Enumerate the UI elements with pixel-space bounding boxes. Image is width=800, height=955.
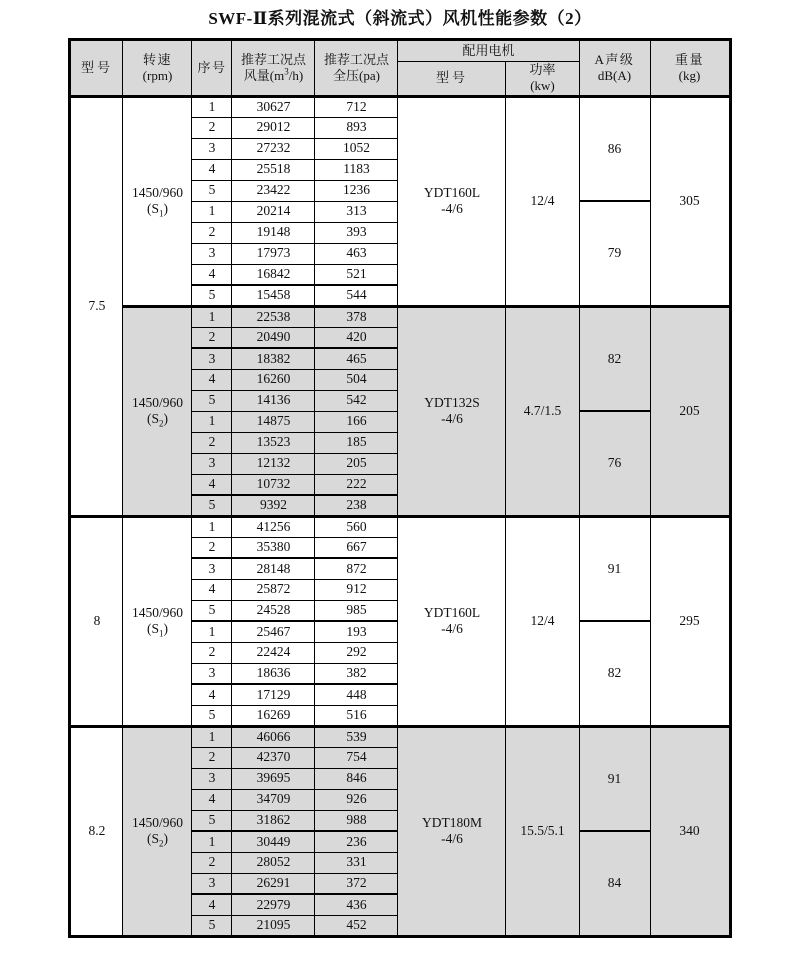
header-row-top <box>70 40 730 62</box>
pressure-cell: 912 <box>315 579 398 600</box>
flow-cell: 16269 <box>232 705 315 726</box>
header-flow-unit-pre: 风量(m <box>243 67 285 83</box>
flow-cell: 12132 <box>232 453 315 474</box>
flow-cell: 26291 <box>232 873 315 894</box>
seq-cell: 1 <box>192 201 232 222</box>
speed-variant-pre: (S <box>146 831 159 846</box>
weight-cell: 205 <box>650 306 730 516</box>
flow-cell: 21095 <box>232 915 315 936</box>
pressure-cell: 542 <box>315 390 398 411</box>
seq-cell: 4 <box>192 264 232 285</box>
noise-cell: 84 <box>579 831 650 936</box>
flow-cell: 17973 <box>232 243 315 264</box>
seq-cell: 3 <box>192 243 232 264</box>
seq-cell: 5 <box>192 810 232 831</box>
motor-model-cell <box>398 726 506 936</box>
noise-cell: 91 <box>579 726 650 831</box>
flow-cell: 30627 <box>232 96 315 117</box>
seq-cell: 1 <box>192 726 232 747</box>
flow-cell: 22424 <box>232 642 315 663</box>
weight-cell: 340 <box>650 726 730 936</box>
header-pressure-line1: 推荐工况点 <box>323 51 389 67</box>
flow-cell: 28148 <box>232 558 315 579</box>
pressure-cell: 448 <box>315 684 398 705</box>
speed-value: 1450/960 <box>131 604 183 620</box>
header-noise-line2: dB(A) <box>597 67 632 83</box>
flow-cell: 25872 <box>232 579 315 600</box>
pressure-cell: 516 <box>315 705 398 726</box>
header-motor-group: 配用电机 <box>398 40 579 62</box>
header-weight <box>650 40 730 97</box>
noise-cell: 82 <box>579 621 650 726</box>
flow-cell: 14875 <box>232 411 315 432</box>
header-noise <box>579 40 650 97</box>
seq-cell: 4 <box>192 579 232 600</box>
flow-cell: 17129 <box>232 684 315 705</box>
flow-cell: 25467 <box>232 621 315 642</box>
speed-variant-sub: 2 <box>158 418 164 429</box>
header-seq: 序号 <box>192 40 232 97</box>
motor-model-line1: YDT160L <box>423 184 481 200</box>
pressure-cell: 1236 <box>315 180 398 201</box>
weight-cell: 305 <box>650 96 730 306</box>
pressure-cell: 504 <box>315 369 398 390</box>
speed-value: 1450/960 <box>131 814 183 830</box>
flow-cell: 23422 <box>232 180 315 201</box>
seq-cell: 3 <box>192 873 232 894</box>
speed-variant-sub: 1 <box>158 208 164 219</box>
pressure-cell: 331 <box>315 852 398 873</box>
speed-cell <box>123 306 192 516</box>
pressure-cell: 712 <box>315 96 398 117</box>
pressure-cell: 222 <box>315 474 398 495</box>
header-noise-line1: A声级 <box>594 51 635 67</box>
seq-cell: 4 <box>192 789 232 810</box>
motor-model-line2: -4/6 <box>441 201 463 216</box>
motor-model-line1: YDT180M <box>421 814 482 830</box>
flow-cell: 16260 <box>232 369 315 390</box>
motor-model-line1: YDT132S <box>424 394 480 410</box>
flow-cell: 30449 <box>232 831 315 852</box>
flow-cell: 18382 <box>232 348 315 369</box>
header-weight-line1: 重量 <box>674 51 704 67</box>
motor-model-line2: -4/6 <box>441 621 463 636</box>
fan-performance-table <box>68 38 731 938</box>
seq-cell: 1 <box>192 831 232 852</box>
motor-model-cell <box>398 306 506 516</box>
flow-cell: 16842 <box>232 264 315 285</box>
seq-cell: 1 <box>192 96 232 117</box>
pressure-cell: 893 <box>315 117 398 138</box>
pressure-cell: 463 <box>315 243 398 264</box>
seq-cell: 5 <box>192 495 232 516</box>
table-row <box>70 96 730 117</box>
noise-cell: 91 <box>579 516 650 621</box>
speed-variant-pre: (S <box>146 201 159 216</box>
flow-cell: 46066 <box>232 726 315 747</box>
noise-cell: 86 <box>579 96 650 201</box>
speed-cell <box>123 516 192 726</box>
seq-cell: 4 <box>192 894 232 915</box>
flow-cell: 20214 <box>232 201 315 222</box>
pressure-cell: 193 <box>315 621 398 642</box>
pressure-cell: 378 <box>315 306 398 327</box>
seq-cell: 4 <box>192 159 232 180</box>
pressure-cell: 1052 <box>315 138 398 159</box>
flow-cell: 13523 <box>232 432 315 453</box>
pressure-cell: 985 <box>315 600 398 621</box>
header-flow-unit-post: /h) <box>288 67 304 83</box>
pressure-cell: 452 <box>315 915 398 936</box>
flow-cell: 41256 <box>232 516 315 537</box>
flow-cell: 24528 <box>232 600 315 621</box>
pressure-cell: 166 <box>315 411 398 432</box>
flow-cell: 42370 <box>232 747 315 768</box>
weight-cell: 295 <box>650 516 730 726</box>
seq-cell: 5 <box>192 390 232 411</box>
flow-cell: 22538 <box>232 306 315 327</box>
header-motor-model: 型号 <box>398 62 506 97</box>
header-flow <box>232 40 315 97</box>
speed-variant <box>146 831 168 849</box>
seq-cell: 3 <box>192 348 232 369</box>
header-speed-line2: (rpm) <box>142 67 173 83</box>
flow-cell: 31862 <box>232 810 315 831</box>
pressure-cell: 393 <box>315 222 398 243</box>
flow-cell: 22979 <box>232 894 315 915</box>
pressure-cell: 436 <box>315 894 398 915</box>
speed-variant-post: ) <box>163 201 168 216</box>
flow-cell: 39695 <box>232 768 315 789</box>
seq-cell: 5 <box>192 600 232 621</box>
motor-model-cell <box>398 96 506 306</box>
table-row <box>70 306 730 327</box>
header-flow-unit-sup: 3 <box>284 66 289 77</box>
flow-cell: 10732 <box>232 474 315 495</box>
pressure-cell: 1183 <box>315 159 398 180</box>
pressure-cell: 846 <box>315 768 398 789</box>
motor-model-cell <box>398 516 506 726</box>
seq-cell: 1 <box>192 621 232 642</box>
model-cell: 8.2 <box>70 726 123 936</box>
seq-cell: 5 <box>192 705 232 726</box>
seq-cell: 5 <box>192 285 232 306</box>
pressure-cell: 926 <box>315 789 398 810</box>
model-cell: 7.5 <box>70 96 123 516</box>
speed-variant-post: ) <box>163 621 168 636</box>
seq-cell: 2 <box>192 117 232 138</box>
pressure-cell: 372 <box>315 873 398 894</box>
pressure-cell: 205 <box>315 453 398 474</box>
noise-cell: 79 <box>579 201 650 306</box>
pressure-cell: 521 <box>315 264 398 285</box>
header-speed <box>123 40 192 97</box>
flow-cell: 25518 <box>232 159 315 180</box>
pressure-cell: 292 <box>315 642 398 663</box>
pressure-cell: 754 <box>315 747 398 768</box>
speed-variant-post: ) <box>163 411 168 426</box>
speed-cell <box>123 726 192 936</box>
flow-cell: 28052 <box>232 852 315 873</box>
seq-cell: 3 <box>192 453 232 474</box>
speed-value: 1450/960 <box>131 394 183 410</box>
header-model: 型号 <box>70 40 123 97</box>
motor-model-line1: YDT160L <box>423 604 481 620</box>
seq-cell: 2 <box>192 222 232 243</box>
pressure-cell: 236 <box>315 831 398 852</box>
motor-power-cell: 12/4 <box>506 516 579 726</box>
flow-cell: 9392 <box>232 495 315 516</box>
seq-cell: 4 <box>192 369 232 390</box>
noise-cell: 76 <box>579 411 650 516</box>
motor-power-cell: 4.7/1.5 <box>506 306 579 516</box>
seq-cell: 2 <box>192 537 232 558</box>
header-pressure <box>315 40 398 97</box>
motor-model-line2: -4/6 <box>441 411 463 426</box>
noise-cell: 82 <box>579 306 650 411</box>
flow-cell: 27232 <box>232 138 315 159</box>
seq-cell: 2 <box>192 327 232 348</box>
flow-cell: 29012 <box>232 117 315 138</box>
seq-cell: 2 <box>192 432 232 453</box>
flow-cell: 15458 <box>232 285 315 306</box>
flow-cell: 20490 <box>232 327 315 348</box>
motor-power-cell: 12/4 <box>506 96 579 306</box>
pressure-cell: 238 <box>315 495 398 516</box>
seq-cell: 5 <box>192 180 232 201</box>
motor-model-line2: -4/6 <box>441 831 463 846</box>
flow-cell: 18636 <box>232 663 315 684</box>
header-flow-line2 <box>244 68 303 83</box>
header-power-line2: (kw) <box>530 78 555 94</box>
speed-variant <box>146 621 168 639</box>
table-header <box>70 40 730 97</box>
table-row <box>70 726 730 747</box>
pressure-cell: 420 <box>315 327 398 348</box>
header-motor-power <box>506 62 579 97</box>
speed-variant-sub: 2 <box>158 838 164 849</box>
pressure-cell: 560 <box>315 516 398 537</box>
pressure-cell: 667 <box>315 537 398 558</box>
motor-power-cell: 15.5/5.1 <box>506 726 579 936</box>
speed-variant-post: ) <box>163 831 168 846</box>
flow-cell: 35380 <box>232 537 315 558</box>
seq-cell: 5 <box>192 915 232 936</box>
pressure-cell: 313 <box>315 201 398 222</box>
seq-cell: 1 <box>192 411 232 432</box>
seq-cell: 3 <box>192 558 232 579</box>
seq-cell: 3 <box>192 138 232 159</box>
seq-cell: 3 <box>192 663 232 684</box>
seq-cell: 3 <box>192 768 232 789</box>
flow-cell: 14136 <box>232 390 315 411</box>
speed-variant-pre: (S <box>146 411 159 426</box>
speed-variant <box>146 411 168 429</box>
seq-cell: 2 <box>192 642 232 663</box>
header-power-line1: 功率 <box>529 62 556 77</box>
speed-variant-sub: 1 <box>158 628 164 639</box>
page-title: SWF-Ⅱ系列混流式（斜流式）风机性能参数（2） <box>208 9 592 28</box>
seq-cell: 4 <box>192 684 232 705</box>
flow-cell: 19148 <box>232 222 315 243</box>
pressure-cell: 382 <box>315 663 398 684</box>
table-body <box>70 96 730 936</box>
seq-cell: 1 <box>192 516 232 537</box>
model-cell: 8 <box>70 516 123 726</box>
pressure-cell: 465 <box>315 348 398 369</box>
speed-variant <box>146 201 168 219</box>
pressure-cell: 872 <box>315 558 398 579</box>
header-pressure-line2: 全压(pa) <box>333 67 380 83</box>
header-speed-line1: 转速 <box>142 51 172 67</box>
pressure-cell: 185 <box>315 432 398 453</box>
flow-cell: 34709 <box>232 789 315 810</box>
pressure-cell: 539 <box>315 726 398 747</box>
pressure-cell: 988 <box>315 810 398 831</box>
pressure-cell: 544 <box>315 285 398 306</box>
seq-cell: 2 <box>192 852 232 873</box>
seq-cell: 1 <box>192 306 232 327</box>
speed-variant-pre: (S <box>146 621 159 636</box>
table-row <box>70 516 730 537</box>
speed-cell <box>123 96 192 306</box>
seq-cell: 2 <box>192 747 232 768</box>
header-flow-line1: 推荐工况点 <box>240 51 306 67</box>
speed-value: 1450/960 <box>131 184 183 200</box>
header-weight-line2: (kg) <box>678 67 701 83</box>
seq-cell: 4 <box>192 474 232 495</box>
